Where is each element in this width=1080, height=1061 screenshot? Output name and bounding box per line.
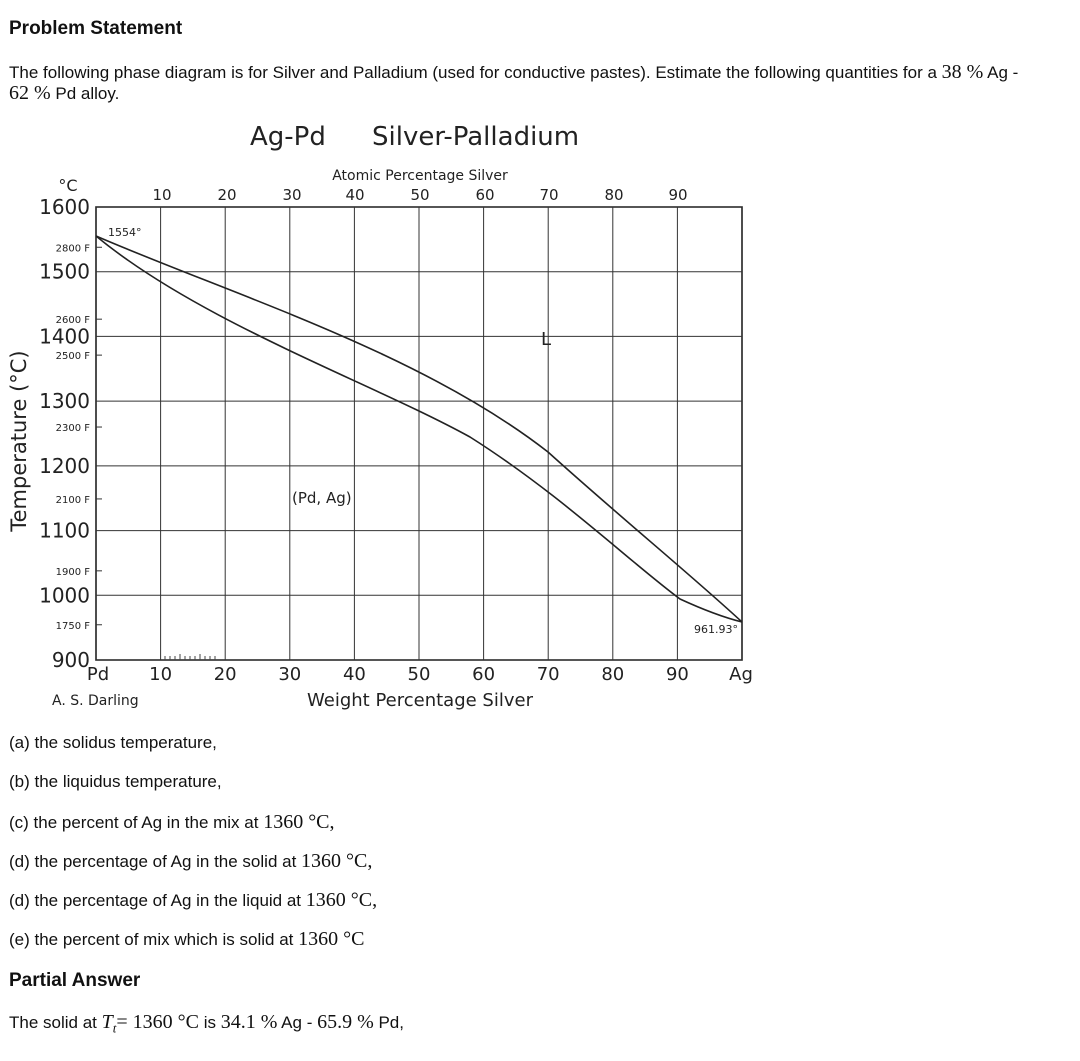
temperature-variable: T bbox=[101, 1011, 113, 1033]
bottom-tick-label: 20 bbox=[213, 664, 237, 685]
bottom-tick-label: 60 bbox=[472, 664, 496, 685]
question-text: (b) the liquidus temperature, bbox=[9, 772, 222, 791]
celsius-tick-label: 900 bbox=[51, 648, 90, 672]
ag-label: Ag - bbox=[983, 63, 1019, 82]
question-item bbox=[9, 889, 377, 912]
bottom-tick-labels bbox=[149, 664, 689, 685]
question-item bbox=[9, 850, 372, 873]
solid-pd-percentage: 65.9 % bbox=[317, 1011, 374, 1033]
pd-percentage: 62 % bbox=[9, 82, 51, 104]
celsius-tick-label: 1500 bbox=[39, 259, 90, 284]
pd-melting-point: 1554° bbox=[108, 226, 142, 239]
question-item bbox=[9, 733, 217, 753]
fahrenheit-tick-label: 2800 F bbox=[55, 243, 90, 255]
y-axis-label: Temperature (°C) bbox=[7, 350, 31, 532]
solid-pd-label: Pd, bbox=[373, 1013, 404, 1032]
partial-answer-text bbox=[9, 1012, 1071, 1038]
fahrenheit-tick-label: 2100 F bbox=[55, 494, 90, 506]
fahrenheit-tick-label: 1900 F bbox=[55, 566, 90, 578]
question-item bbox=[9, 811, 335, 834]
question-text: (d) the percentage of Ag in the liquid at bbox=[9, 891, 306, 910]
top-tick-label: 60 bbox=[475, 186, 495, 204]
question-temperature: 1360 °C, bbox=[305, 889, 378, 911]
partial-answer-heading: Partial Answer bbox=[9, 970, 141, 991]
question-temperature: 1360 °C, bbox=[263, 811, 335, 833]
celsius-tick-label: 1100 bbox=[39, 518, 90, 543]
celsius-unit: °C bbox=[58, 176, 78, 195]
solid-ag-label: Ag - bbox=[277, 1013, 318, 1032]
fahrenheit-tick-label: 2600 F bbox=[55, 315, 90, 327]
bottom-tick-label: 40 bbox=[342, 664, 366, 685]
question-temperature: 1360 °C bbox=[298, 928, 365, 950]
question-text: (c) the percent of Ag in the mix at bbox=[9, 813, 264, 832]
question-text: (a) the solidus temperature, bbox=[9, 733, 217, 752]
celsius-tick-label: 1000 bbox=[39, 583, 90, 608]
top-tick-label: 40 bbox=[345, 186, 365, 204]
minor-ticks bbox=[165, 654, 215, 660]
top-tick-labels bbox=[152, 186, 687, 204]
question-item bbox=[9, 928, 364, 951]
partial-is: is bbox=[198, 1013, 221, 1032]
top-tick-label: 50 bbox=[410, 186, 430, 204]
bottom-tick-label: 80 bbox=[601, 664, 625, 685]
temperature-subscript: t bbox=[112, 1020, 117, 1036]
question-item bbox=[9, 772, 222, 792]
celsius-tick-label: 1600 bbox=[39, 195, 90, 219]
problem-heading: Problem Statement bbox=[9, 18, 183, 39]
solid-region-label: (Pd, Ag) bbox=[292, 489, 352, 507]
diagram-title-system: Ag-Pd bbox=[250, 122, 326, 152]
top-tick-label: 80 bbox=[604, 186, 624, 204]
question-text: (d) the percentage of Ag in the solid at bbox=[9, 852, 302, 871]
temperature-value: = 1360 °C bbox=[116, 1011, 199, 1033]
liquid-region-label: L bbox=[541, 329, 552, 350]
bottom-tick-label: 90 bbox=[665, 664, 689, 685]
diagram-title-name: Silver-Palladium bbox=[372, 122, 580, 152]
pd-endpoint-label: Pd bbox=[86, 664, 110, 685]
question-temperature: 1360 °C, bbox=[301, 850, 373, 872]
ag-percentage: 38 % bbox=[941, 61, 984, 83]
credit-label: A. S. Darling bbox=[52, 693, 139, 709]
question-text: (e) the percent of mix which is solid at bbox=[9, 930, 299, 949]
celsius-tick-label: 1300 bbox=[39, 389, 90, 414]
top-tick-label: 20 bbox=[217, 186, 237, 204]
solid-ag-percentage: 34.1 % bbox=[220, 1011, 278, 1033]
ag-endpoint-label: Ag bbox=[729, 664, 753, 685]
bottom-tick-label: 30 bbox=[278, 664, 302, 685]
top-tick-label: 30 bbox=[282, 186, 302, 204]
bottom-tick-label: 50 bbox=[407, 664, 431, 685]
celsius-tick-label: 1200 bbox=[39, 453, 90, 478]
celsius-tick-label: 1400 bbox=[39, 324, 90, 349]
intro-paragraph bbox=[9, 62, 1071, 104]
top-axis-label: Atomic Percentage Silver bbox=[332, 168, 508, 184]
ag-melting-point: 961.93° bbox=[694, 623, 738, 636]
pd-label: Pd alloy. bbox=[50, 84, 120, 103]
phase-diagram bbox=[0, 112, 790, 717]
fahrenheit-tick-labels bbox=[56, 243, 102, 632]
top-tick-label: 10 bbox=[152, 186, 172, 204]
bottom-axis-label: Weight Percentage Silver bbox=[307, 690, 533, 711]
intro-text: The following phase diagram is for Silver and Palladium (used for conductive pastes). Estimate the following quantities for a bbox=[9, 63, 942, 82]
fahrenheit-tick-label: 2300 F bbox=[55, 423, 90, 435]
top-tick-label: 90 bbox=[668, 186, 688, 204]
bottom-tick-label: 70 bbox=[536, 664, 560, 685]
fahrenheit-tick-label: 2500 F bbox=[55, 351, 90, 363]
fahrenheit-tick-label: 1750 F bbox=[55, 620, 90, 632]
partial-text: The solid at bbox=[9, 1013, 102, 1032]
bottom-tick-label: 10 bbox=[149, 664, 173, 685]
top-tick-label: 70 bbox=[539, 186, 559, 204]
